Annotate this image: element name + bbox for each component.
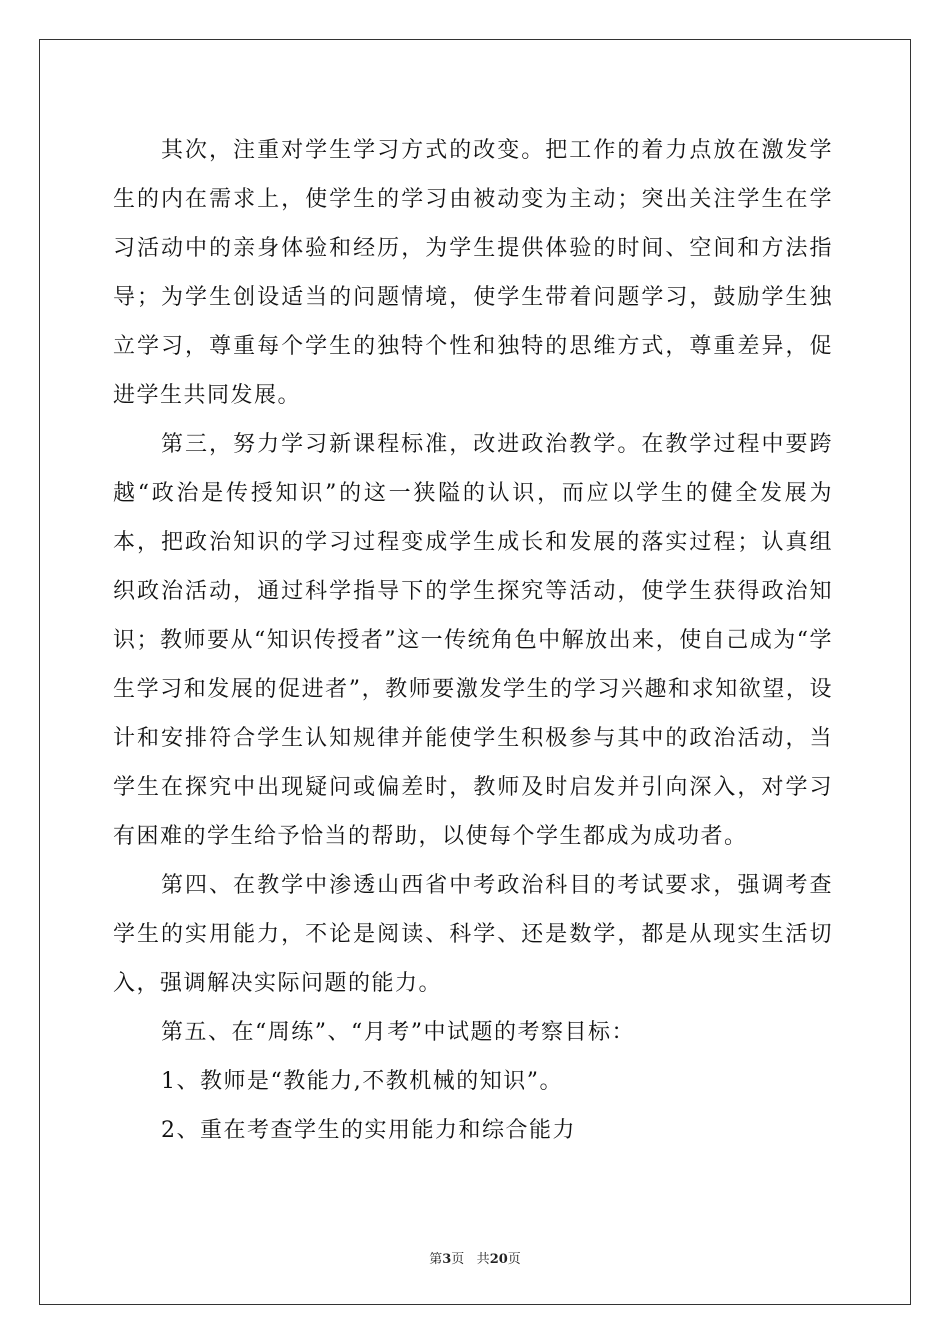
- footer-total-suffix: 页: [507, 1252, 521, 1267]
- paragraph-test-objectives: 第五、在“周练”、“月考”中试题的考察目标：: [161, 1020, 635, 1045]
- document-body: [113, 126, 833, 1155]
- footer-page-suffix: 页: [451, 1252, 465, 1267]
- footer-page-number: 3: [442, 1252, 452, 1267]
- paragraph-exam-requirements: 第四、在教学中渗透山西省中考政治科目的考试要求，强调考查学生的实用能力，不论是阅读、科学、还是数学，都是从现实生活切入，强调解决实际问题的能力。: [113, 873, 833, 996]
- list-item-1: 1、教师是“教能力,不教机械的知识”。: [161, 1069, 563, 1094]
- footer-prefix: 第: [429, 1252, 443, 1267]
- footer-total-pages: 20: [489, 1252, 508, 1267]
- footer-total-prefix: 共: [476, 1252, 490, 1267]
- paragraph-curriculum-standard: 第三，努力学习新课程标准，改进政治教学。在教学过程中要跨越“政治是传授知识”的这一狭隘的认识，而应以学生的健全发展为本，把政治知识的学习过程变成学生成长和发展的落实过程；认真组织政治活动，通过科学指导下的学生探究等活动，使学生获得政治知识；教师要从“知识传授者”这一传统角色中解放出来，使自己成为“学生学习和发展的促进者”，教师要激发学生的学习兴趣和求知欲望，设计和安排符合学生认知规律并能使学生积极参与其中的政治活动，当学生在探究中出现疑问或偏差时，教师及时启发并引向深入，对学习有困难的学生给予恰当的帮助，以使每个学生都成为成功者。: [113, 432, 833, 849]
- list-item-2: 2、重在考查学生的实用能力和综合能力: [161, 1118, 576, 1143]
- paragraph-method-change: 其次，注重对学生学习方式的改变。把工作的着力点放在激发学生的内在需求上，使学生的学习由被动变为主动；突出关注学生在学习活动中的亲身体验和经历，为学生提供体验的时间、空间和方法指导；为学生创设适当的问题情境，使学生带着问题学习，鼓励学生独立学习，尊重每个学生的独特个性和独特的思维方式，尊重差异，促进学生共同发展。: [113, 138, 833, 408]
- page-footer: [0, 1248, 950, 1267]
